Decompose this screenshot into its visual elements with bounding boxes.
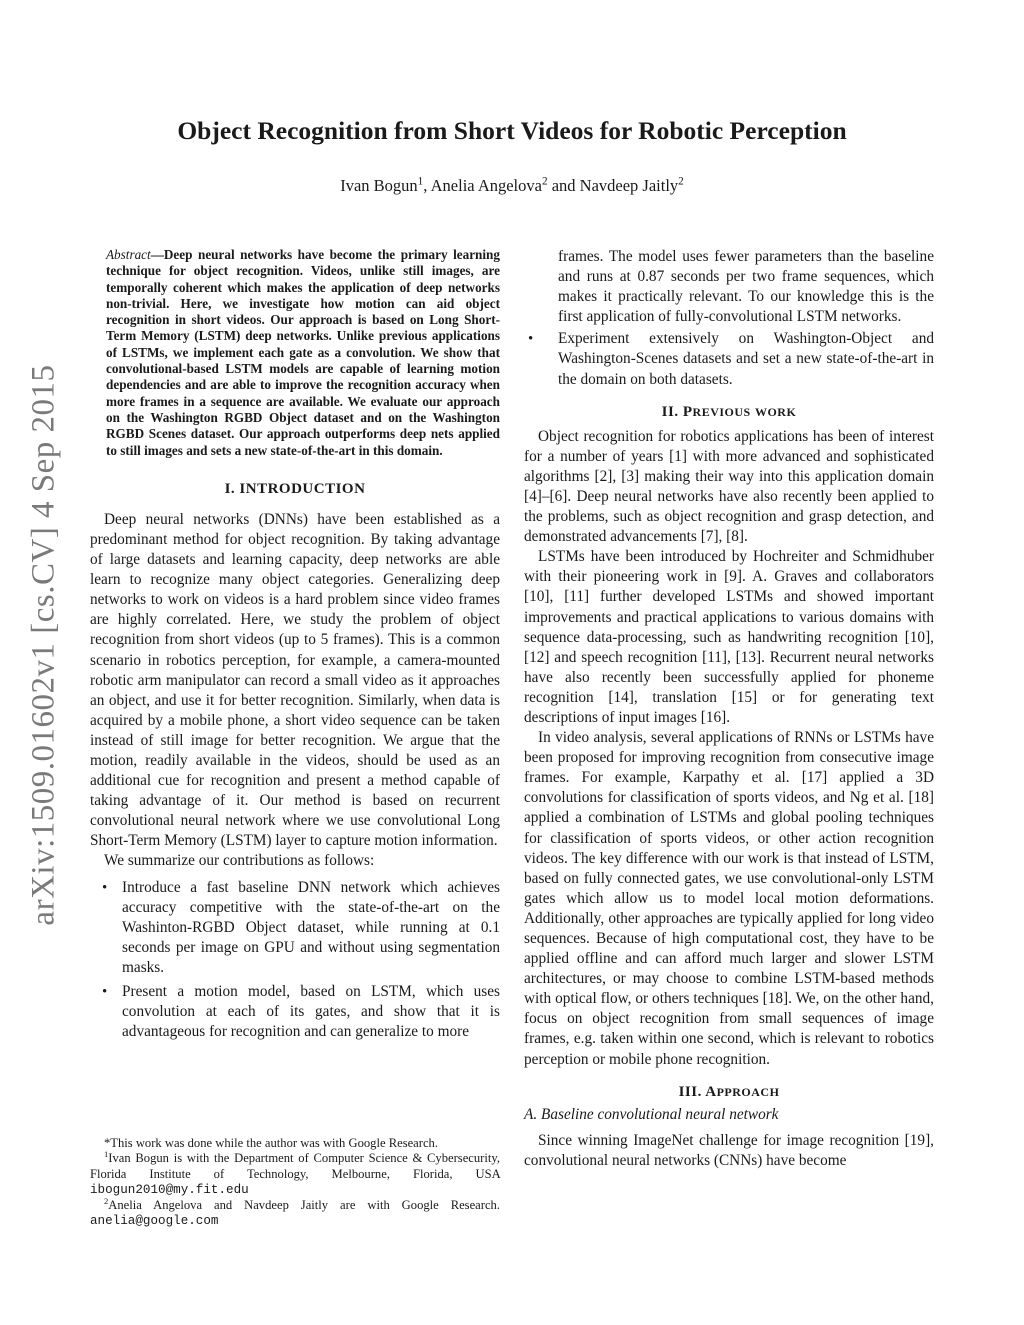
- abstract-label: Abstract: [106, 247, 151, 262]
- arxiv-side-label: arXiv:1509.01602v1 [cs.CV] 4 Sep 2015: [25, 364, 62, 926]
- bullet-icon: •: [102, 984, 108, 1001]
- section-heading-introduction: I. INTRODUCTION: [224, 480, 366, 497]
- footnote: [90, 1151, 500, 1198]
- author-name: Navdeep Jaitly: [579, 176, 679, 195]
- author-line: [90, 176, 934, 196]
- contributions-list-continued: [524, 247, 934, 390]
- contributions-list: [90, 878, 500, 1043]
- list-item-text: Experiment extensively on Washington-Object and Washington-Scenes datasets and set a new state-of-the-art in the domain on both datasets.: [558, 330, 934, 388]
- heading-rest: WORK: [754, 404, 797, 419]
- heading-rest: PPROACH: [716, 1084, 780, 1099]
- bullet-icon: •: [528, 331, 534, 348]
- list-item-text: Introduce a fast baseline DNN network which achieves accuracy competitive with the state-of-the-art on the Washinton-RGBD Object dataset, while running at 0.1 seconds per image on GPU and without using segmentation masks.: [122, 878, 500, 976]
- footnote-text: Anelia Angelova and Navdeep Jaitly are with Google Research.: [108, 1198, 500, 1213]
- section-number: III.: [678, 1083, 706, 1100]
- list-item: [90, 878, 500, 978]
- heading-initial: A: [705, 1083, 717, 1100]
- intro-paragraph: We summarize our contributions as follows:: [104, 852, 375, 870]
- footnote-text: Ivan Bogun is with the Department of Computer Science & Cybersecurity, Florida Institute of Technology, Melbourne, Florida, USA: [90, 1151, 500, 1181]
- author-affiliation-mark: 1: [417, 175, 424, 188]
- list-item: [90, 982, 500, 1042]
- author-name: Anelia Angelova: [430, 176, 542, 195]
- heading-rest: REVIOUS: [692, 404, 751, 419]
- arxiv-identifier: [0, 0, 60, 1325]
- email-link[interactable]: anelia@google.com: [90, 1214, 219, 1229]
- list-item: [524, 247, 934, 327]
- section-heading-previous-work: [524, 404, 934, 421]
- author-name: Ivan Bogun: [340, 176, 418, 195]
- email-link[interactable]: ibogun2010@my.fit.edu: [90, 1182, 249, 1197]
- bullet-icon: •: [102, 879, 108, 896]
- footnote-mark: 2: [104, 1196, 109, 1206]
- list-item-text: Present a motion model, based on LSTM, which uses convolution at each of its gates, and show that it is advantageous for recognition and can generalize to more: [122, 983, 500, 1041]
- footnote: [90, 1198, 500, 1230]
- author-separator: and: [547, 176, 580, 195]
- author-affiliation-mark: 2: [678, 175, 684, 188]
- paper-title: Object Recognition from Short Videos for Robotic Perception: [177, 116, 847, 145]
- previous-work-paragraph: In video analysis, several applications of RNNs or LSTMs have been proposed for improving recognition from consecutive image frames. For example, Karpathy et al. [17] applied a 3D convolutions for classification of sports videos, and Ng et al. [18] applied a combination of LSTMs and global pooling techniques for classification of sports videos, or other action recognition videos. The key difference with our work is that instead of LSTM, based on fully connected gates, we use convolutional-only LSTM gates which allow us to model local motion deformations. Additionally, other approaches are typically applied for long video sequences. Because of high computational cost, they have to be applied offline and can afford much larger and slower LSTM architectures, or may choose to combine LSTM-based methods with optical flow, or others techniques [18]. We, on the other hand, focus on object recognition from small sequences of image frames, e.g. taken within one second, which is relevant to robotics perception or mobile phone recognition.: [524, 729, 934, 1068]
- previous-work-paragraph: LSTMs have been introduced by Hochreiter and Schmidhuber with their pioneering work in [9]. A. Graves and collaborators [10], [11] further developed LSTMs and showed important improvements and practical applications to various domains with sequence data-processing, such as handwriting recognition [10], [12] and speech recognition [11], [13]. Recurrent neural networks have also recently been successfully applied for phoneme recognition [14], translation [15] or for generating text descriptions of input images [16].: [524, 548, 934, 726]
- list-item-text: frames. The model uses fewer parameters than the baseline and runs at 0.87 seconds per two frame sequences, which makes it practically relevant. To our knowledge this is the first application of fully-convolutional LSTM networks.: [558, 248, 934, 326]
- list-item: [524, 329, 934, 389]
- abstract: [106, 247, 500, 459]
- heading-initial: P: [682, 403, 693, 420]
- subsection-heading: A. Baseline convolutional neural network: [524, 1105, 779, 1123]
- approach-paragraph: Since winning ImageNet challenge for image recognition [19], convolutional neural networks (CNNs) have become: [524, 1131, 934, 1169]
- abstract-text: Deep neural networks have become the primary learning technique for object recognition. Videos, unlike still images, are temporally coherent which makes the application of deep networks non-trivial. Here, we investigate how motion can aid object recognition in short videos. Our approach is based on Long Short-Term Memory (LSTM) deep networks. Unlike previous applications of LSTMs, we implement each gate as a convolution. We show that convolutional-based LSTM models are capable of learning motion dependencies and are able to improve the recognition accuracy when more frames in a sequence are available. We evaluate our approach on the Washington RGBD Object dataset and on the Washington RGBD Scenes dataset. Our approach outperforms deep nets applied to still images and sets a new state-of-the-art in this domain.: [106, 247, 500, 458]
- author-separator: ,: [423, 176, 431, 195]
- left-column: [90, 247, 500, 1042]
- section-number: II.: [661, 403, 683, 420]
- footnote: *This work was done while the author was with Google Research.: [104, 1136, 439, 1150]
- intro-paragraph: Deep neural networks (DNNs) have been established as a predominant method for object recognition. By taking advantage of large datasets and learning capacity, deep networks are able learn to recognize many object categories. Generalizing deep networks to work on videos is a hard problem since video frames are highly correlated. Here, we study the problem of object recognition from short videos (up to 5 frames). This is a common scenario in robotics perception, for example, a camera-mounted robotic arm manipulator can record a small video as it approaches an object, and use it for better recognition. Similarly, when data is acquired by a mobile phone, a short video sequence can be taken instead of still image for better recognition. We argue that the motion, readily available in the videos, should be used as an additional cue for recognition and present a method capable of taking advantage of it. Our method is based on recurrent convolutional neural network where we use convolutional Long Short-Term Memory (LSTM) layer to capture motion information.: [90, 510, 500, 850]
- footnote-mark: 1: [104, 1149, 109, 1160]
- right-column: [524, 247, 934, 1171]
- previous-work-paragraph: Object recognition for robotics applications has been of interest for a number of years [1] with more advanced and sophisticated algorithms [2], [3] making their way into this application domain [4]–[6]. Deep neural networks have also recently been applied to the problems, such as object recognition and grasp detection, and demonstrated advancements [7], [8].: [524, 427, 934, 546]
- abstract-dash: —: [150, 247, 164, 262]
- author-affiliation-mark: 2: [541, 175, 548, 188]
- section-heading-approach: [524, 1084, 934, 1101]
- footnotes: [90, 1136, 500, 1230]
